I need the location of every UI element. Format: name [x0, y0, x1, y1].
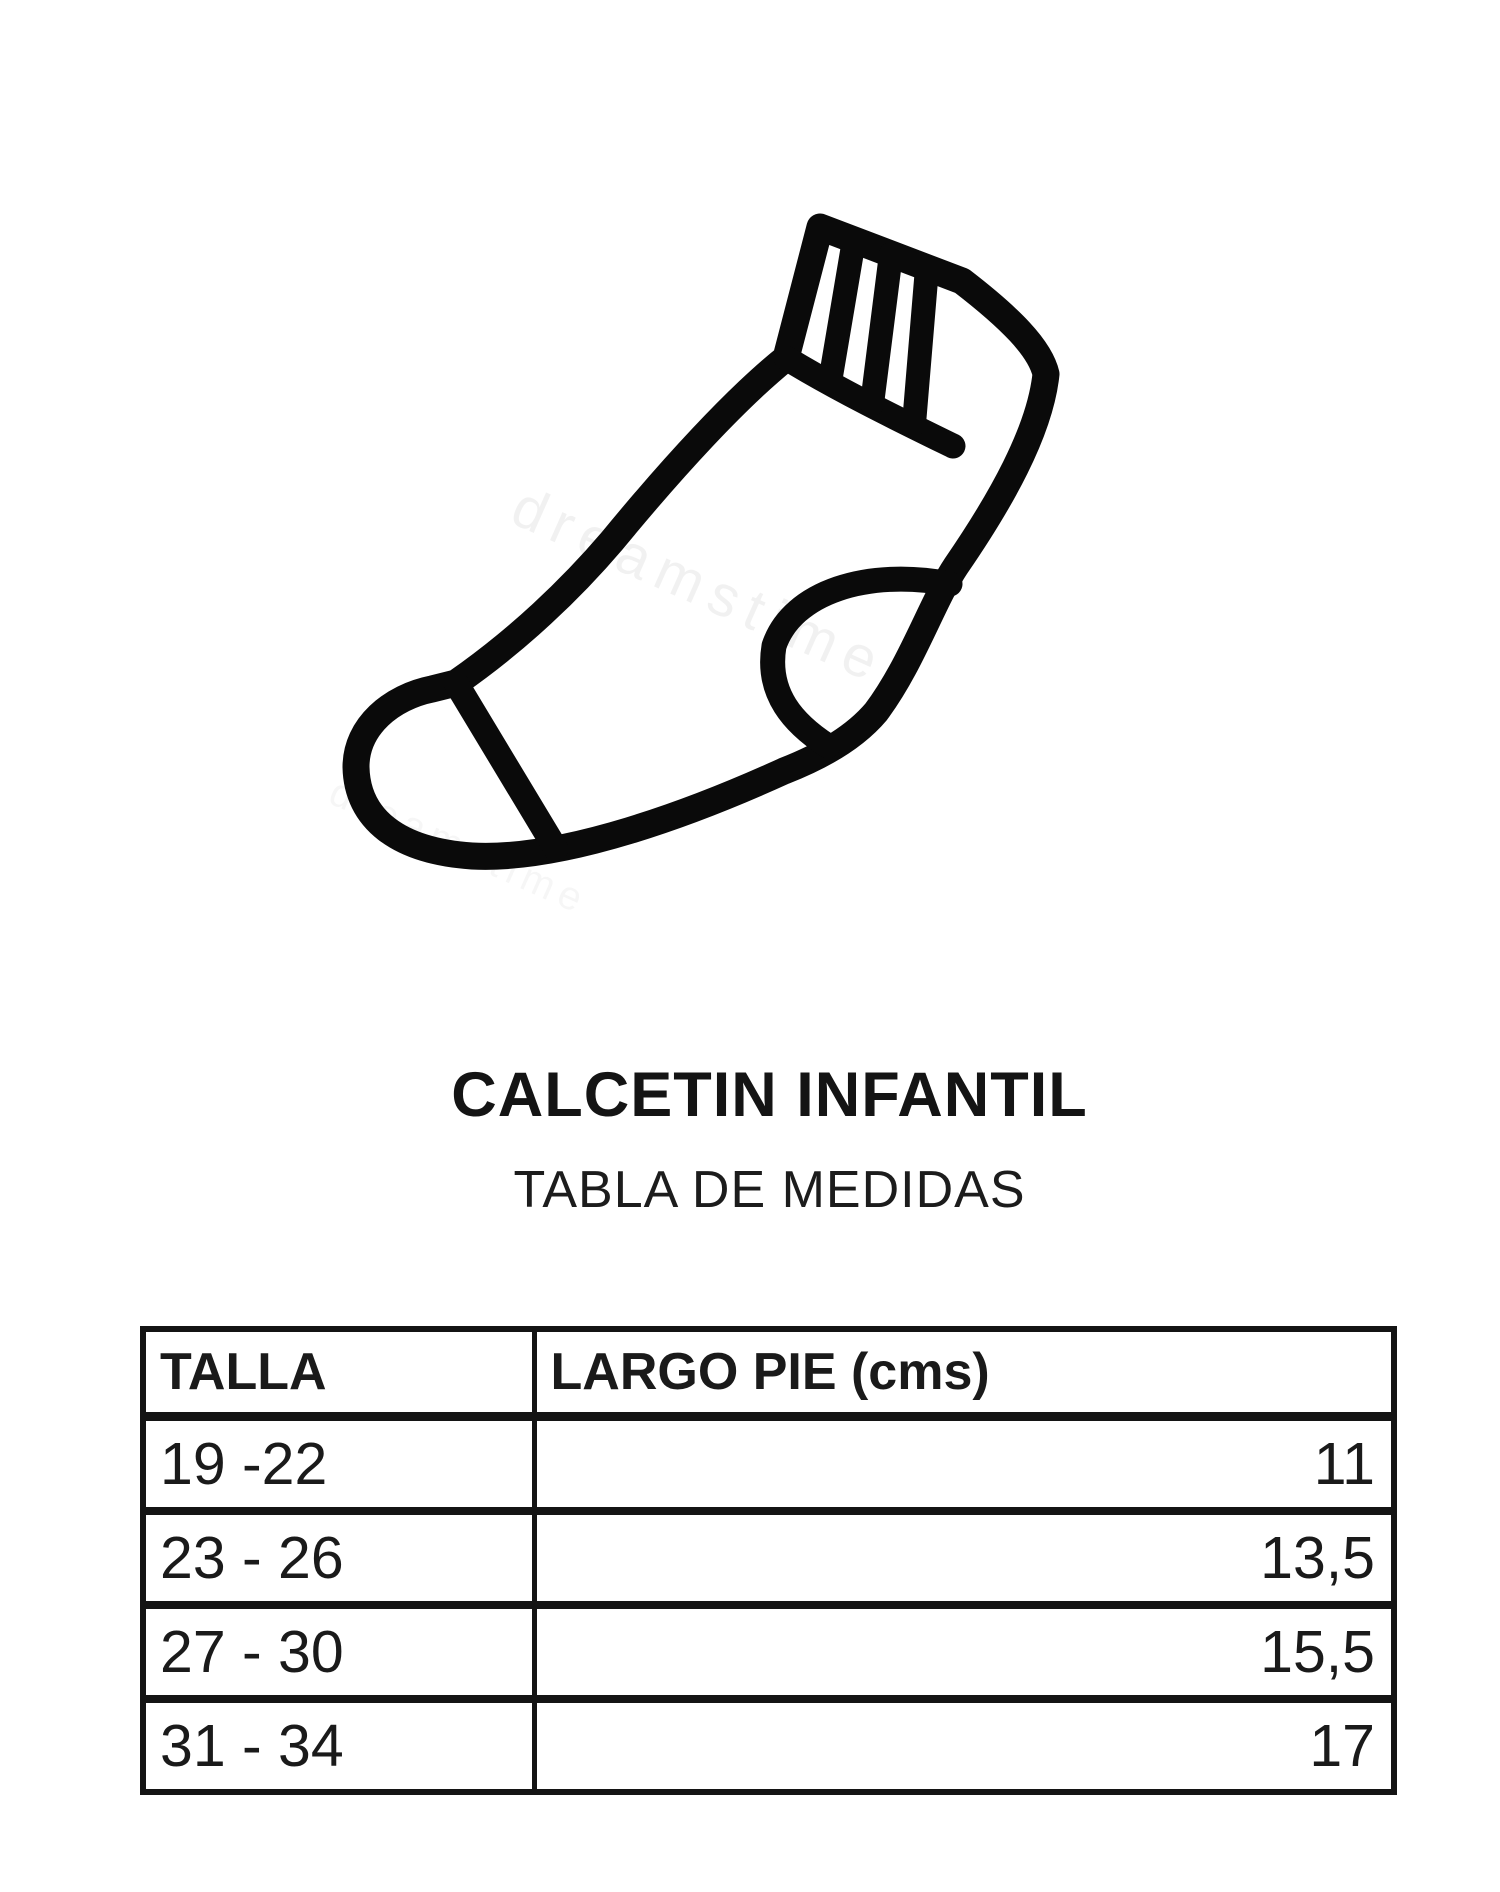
watermark-text-2: dreamstime: [322, 769, 596, 924]
toe-line: [456, 683, 556, 849]
table-row: [143, 1699, 1394, 1792]
column-header-largo-pie: LARGO PIE (cms): [534, 1329, 1394, 1417]
sock-outline: [356, 227, 1046, 856]
column-header-talla: TALLA: [143, 1329, 534, 1417]
largo-pie-cell: 13,5: [534, 1511, 1394, 1605]
cuff-stripe-3: [914, 268, 927, 424]
table-header-row: [143, 1329, 1394, 1417]
size-table: [140, 1326, 1397, 1795]
largo-pie-cell: 15,5: [534, 1605, 1394, 1699]
page-title: CALCETIN INFANTIL: [451, 1060, 1088, 1130]
talla-cell: 27 - 30: [143, 1605, 534, 1699]
table-row: [143, 1511, 1394, 1605]
cuff-stripe-2: [872, 254, 891, 404]
talla-cell: 23 - 26: [143, 1511, 534, 1605]
table-row: [143, 1417, 1394, 1512]
page-subtitle: TABLA DE MEDIDAS: [513, 1161, 1026, 1219]
largo-pie-cell: 17: [534, 1699, 1394, 1792]
largo-pie-cell: 11: [1313, 1431, 1375, 1497]
talla-cell: 31 - 34: [143, 1699, 534, 1792]
cuff-stripe-1: [830, 240, 854, 382]
talla-cell: 19 -22: [143, 1417, 534, 1512]
watermark-text: dreamstime: [502, 473, 898, 698]
table-row: [143, 1605, 1394, 1699]
